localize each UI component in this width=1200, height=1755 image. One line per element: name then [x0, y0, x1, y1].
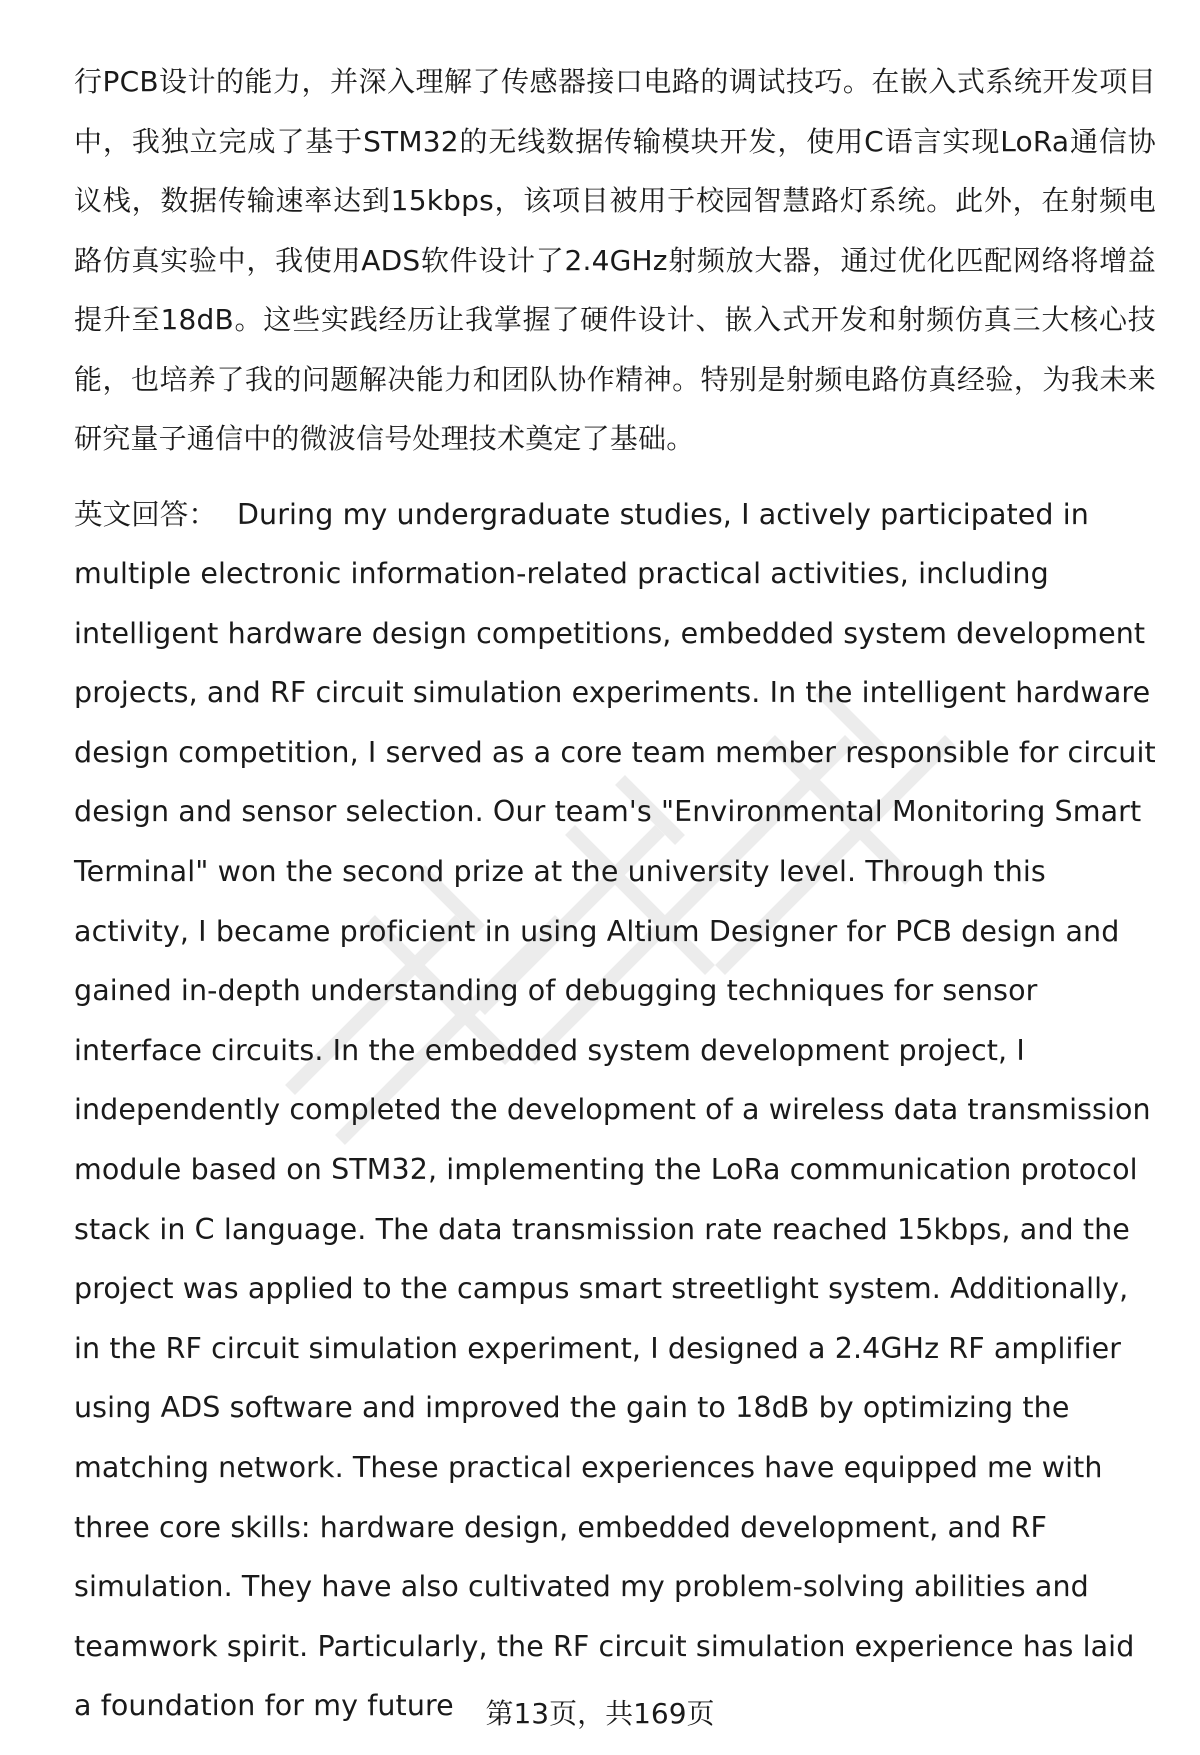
english-answer-block [74, 485, 1156, 1736]
chinese-paragraph: 行PCB设计的能力，并深入理解了传感器接口电路的调试技巧。在嵌入式系统开发项目中，我独立完成了基于STM32的无线数据传输模块开发，使用C语言实现LoRa通信协议栈，数据传输速率达到15kbps，该项目被用于校园智慧路灯系统。此外，在射频电路仿真实验中，我使用ADS软件设计了2.4GHz射频放大器，通过优化匹配网络将增益提升至18dB。这些实践经历让我掌握了硬件设计、嵌入式开发和射频仿真三大核心技能，也培养了我的问题解决能力和团队协作精神。特别是射频电路仿真经验，为我未来研究量子通信中的微波信号处理技术奠定了基础。 [74, 65, 1156, 455]
document-body [74, 52, 1156, 1736]
english-answer-label: 英文回答： [74, 497, 218, 531]
english-answer-text: During my undergraduate studies, I actively participated in multiple electronic information-related practical activities, including intelligent hardware design competitions, embedded system development projects, and RF circuit simulation experiments. In the intelligent hardware design competition, I served as a core team member responsible for circuit design and sensor selection. Our team's "Environmental Monitoring Smart Terminal" won the second prize at the university level. Through this activity, I became proficient in using Altium Designer for PCB design and gained in-depth understanding of debugging techniques for sensor interface circuits. In the embedded system development project, I independently completed the development of a wireless data transmission module based on STM32, implementing the LoRa communication protocol stack in C language. The data transmission rate reached 15kbps, and the project was applied to the campus smart streetlight system. Additionally, in the RF circuit simulation experiment, I designed a 2.4GHz RF amplifier using ADS software and improved the gain to 18dB by optimizing the matching network. These practical experiences have equipped me with three core skills: hardware design, embedded development, and RF simulation. They have also cultivated my problem-solving abilities and teamwork spirit. Particularly, the RF circuit simulation experience has laid a foundation for my future [74, 497, 1156, 1723]
page-number: 第13页，共169页 [485, 1697, 715, 1730]
